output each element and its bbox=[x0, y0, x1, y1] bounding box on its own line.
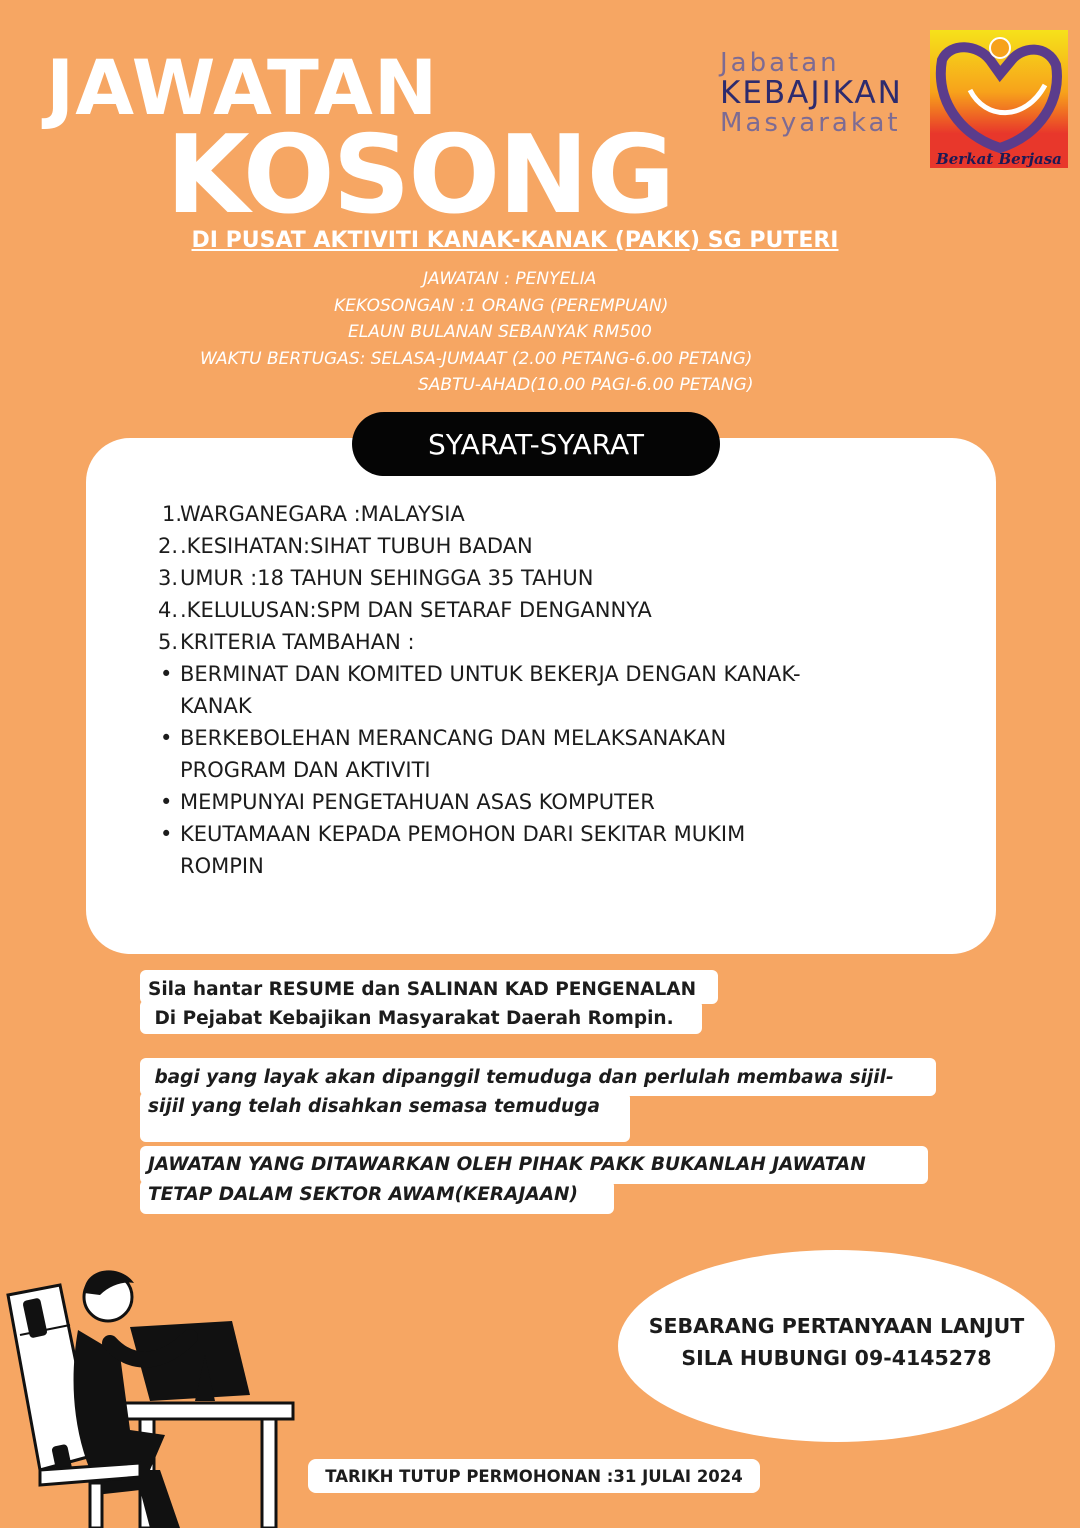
bullet-text-line1: BERMINAT DAN KOMITED UNTUK BEKERJA DENGAN KANAK- bbox=[180, 662, 801, 686]
info-certificates: sijil yang telah disahkan semasa temuduga bbox=[148, 1096, 600, 1117]
list-item bbox=[158, 562, 898, 594]
contact-phone: SILA HUBUNGI 09-4145278 bbox=[681, 1346, 992, 1370]
department-logo bbox=[930, 30, 1068, 168]
dept-line-kebajikan: KEBAJIKAN bbox=[720, 75, 903, 112]
title-kosong: KOSONG bbox=[166, 113, 674, 238]
item-text: WARGANEGARA :MALAYSIA bbox=[180, 502, 465, 526]
detail-hours-weekend: SABTU-AHAD(10.00 PAGI-6.00 PETANG) bbox=[418, 375, 754, 395]
department-name bbox=[720, 50, 903, 137]
item-number: 2. bbox=[158, 534, 179, 558]
bullet-item bbox=[158, 658, 898, 722]
item-text: .KESIHATAN:SIHAT TUBUH BADAN bbox=[180, 534, 533, 558]
person-at-desk-illustration-icon bbox=[0, 1255, 300, 1528]
requirements-heading: SYARAT-SYARAT bbox=[352, 412, 720, 476]
bullet-text-line1: MEMPUNYAI PENGETAHUAN ASAS KOMPUTER bbox=[180, 790, 655, 814]
item-number: 4. bbox=[158, 598, 179, 622]
bullet-item bbox=[158, 818, 898, 882]
info-interview: bagi yang layak akan dipanggil temuduga dan perlulah membawa sijil- bbox=[148, 1067, 894, 1088]
bullet-dot-icon: • bbox=[160, 790, 173, 814]
closing-date: TARIKH TUTUP PERMOHONAN :31 JULAI 2024 bbox=[308, 1459, 760, 1493]
bullet-item bbox=[158, 722, 898, 786]
requirements-list bbox=[158, 498, 898, 882]
dept-line-masyarakat: Masyarakat bbox=[720, 107, 901, 138]
info-disclaimer-line2: TETAP DALAM SEKTOR AWAM(KERAJAAN) bbox=[148, 1184, 578, 1205]
list-item bbox=[158, 530, 898, 562]
dept-line-jabatan: Jabatan bbox=[720, 48, 840, 78]
item-number: 3. bbox=[158, 566, 179, 590]
info-disclaimer-line1: JAWATAN YANG DITAWARKAN OLEH PIHAK PAKK BUKANLAH JAWATAN bbox=[148, 1154, 866, 1175]
bullet-text-line1: KEUTAMAAN KEPADA PEMOHON DARI SEKITAR MUKIM bbox=[180, 822, 746, 846]
bullet-dot-icon: • bbox=[160, 726, 173, 750]
bullet-dot-icon: • bbox=[160, 822, 173, 846]
bullet-text-line2: ROMPIN bbox=[180, 854, 264, 878]
bullet-text-line2: KANAK bbox=[180, 694, 252, 718]
logo-emblem-icon bbox=[930, 30, 1068, 168]
contact-line1: SEBARANG PERTANYAAN LANJUT bbox=[648, 1314, 1025, 1338]
bullet-dot-icon: • bbox=[160, 662, 173, 686]
info-send-resume: Sila hantar RESUME dan SALINAN KAD PENGENALAN bbox=[148, 979, 697, 1000]
item-text: UMUR :18 TAHUN SEHINGGA 35 TAHUN bbox=[180, 566, 594, 590]
logo-motto: Berkat Berjasa bbox=[936, 150, 1062, 168]
item-text: .KELULUSAN:SPM DAN SETARAF DENGANNYA bbox=[180, 598, 652, 622]
list-item bbox=[158, 498, 898, 530]
list-item bbox=[158, 626, 898, 658]
detail-allowance: ELAUN BULANAN SEBANYAK RM500 bbox=[348, 322, 652, 342]
bullet-text-line1: BERKEBOLEHAN MERANCANG DAN MELAKSANAKAN bbox=[180, 726, 727, 750]
detail-hours-weekday: WAKTU BERTUGAS: SELASA-JUMAAT (2.00 PETANG-6.00 PETANG) bbox=[200, 348, 753, 369]
list-item bbox=[158, 594, 898, 626]
subtitle-location: DI PUSAT AKTIVITI KANAK-KANAK (PAKK) SG PUTERI bbox=[191, 228, 839, 253]
detail-position: JAWATAN : PENYELIA bbox=[423, 269, 597, 289]
detail-vacancy: KEKOSONGAN :1 ORANG (PEREMPUAN) bbox=[334, 295, 669, 316]
bullet-text-line2: PROGRAM DAN AKTIVITI bbox=[180, 758, 431, 782]
item-number: 1. bbox=[162, 502, 183, 526]
item-number: 5. bbox=[158, 630, 179, 654]
title-jawatan: JAWATAN bbox=[46, 43, 439, 132]
bullet-item bbox=[158, 786, 898, 818]
item-text: KRITERIA TAMBAHAN : bbox=[180, 630, 415, 654]
contact-info bbox=[620, 1310, 1053, 1374]
info-office-address: Di Pejabat Kebajikan Masyarakat Daerah Rompin. bbox=[148, 1008, 674, 1029]
